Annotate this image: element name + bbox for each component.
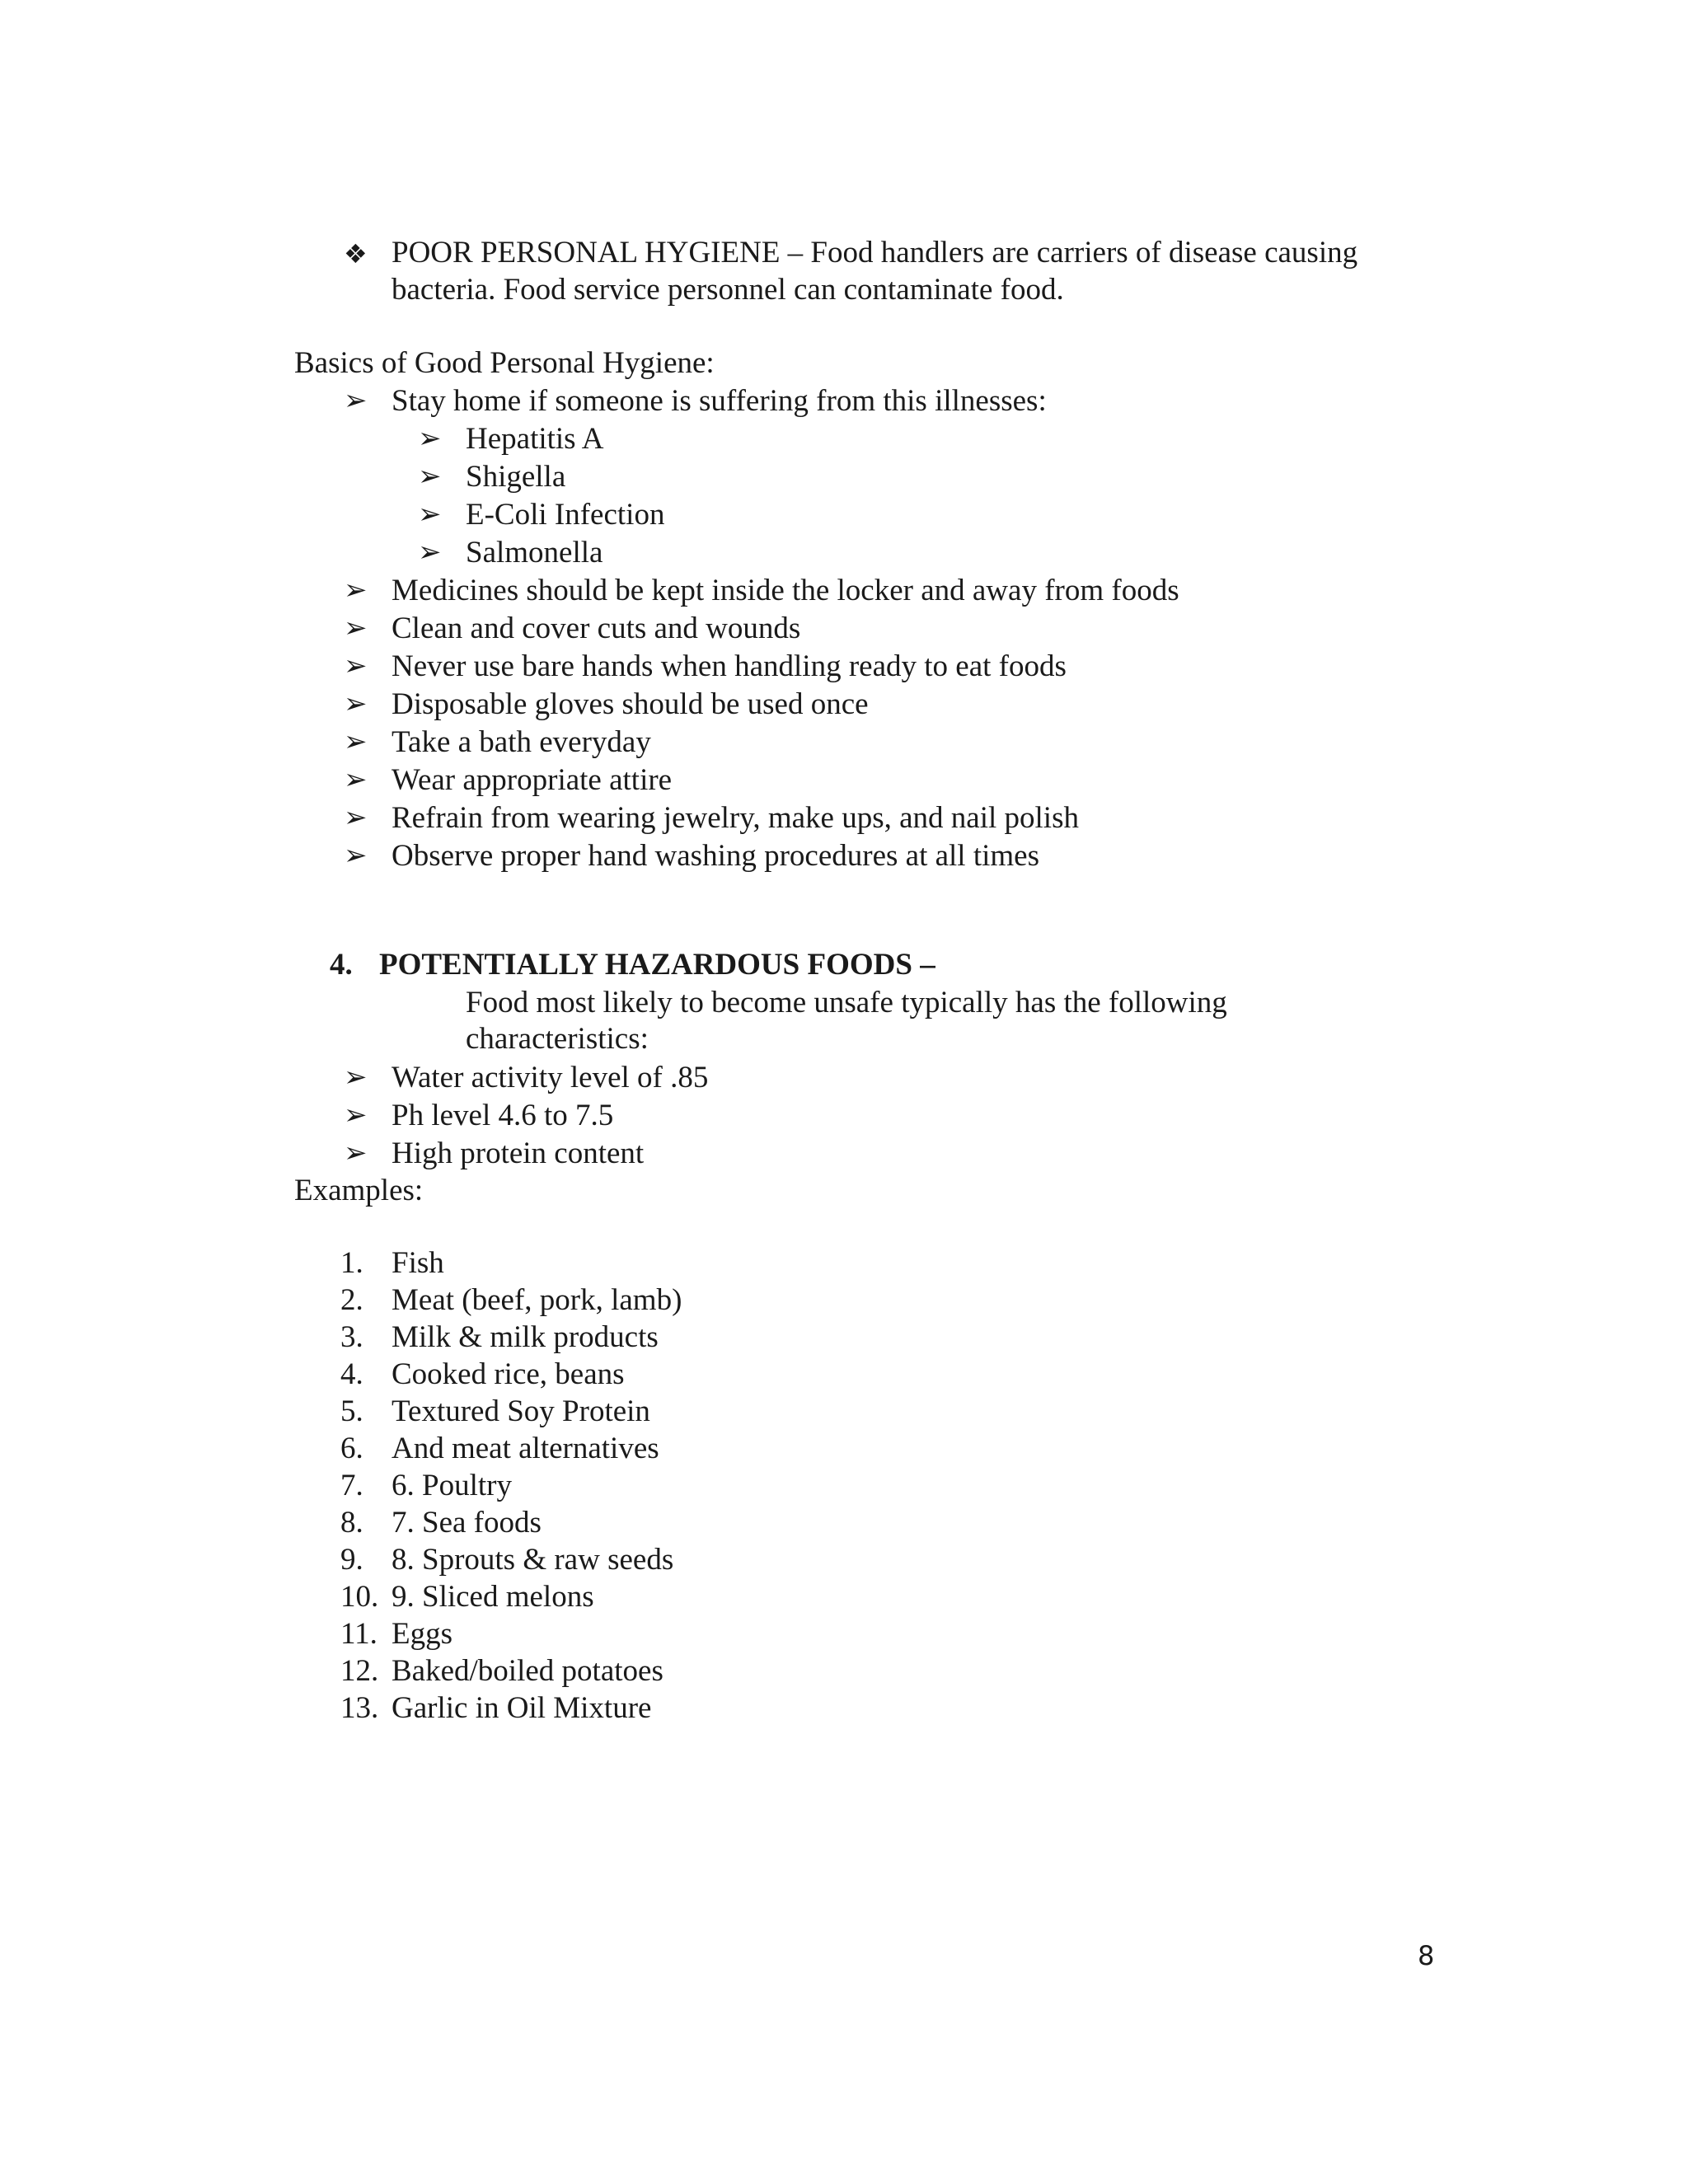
example-number: 9. (340, 1543, 363, 1577)
hygiene-item: Disposable gloves should be used once (392, 687, 869, 721)
hazardous-intro-line2: characteristics: (466, 1022, 649, 1056)
arrowhead-bullet-icon: ➢ (344, 612, 368, 644)
hygiene-heading-line2: bacteria. Food service personnel can contaminate food. (392, 273, 1064, 307)
page-number: 8 (1418, 1940, 1435, 1971)
example-item: Eggs (392, 1617, 452, 1651)
example-item: Meat (beef, pork, lamb) (392, 1283, 682, 1317)
arrowhead-bullet-icon: ➢ (344, 384, 368, 417)
example-number: 11. (340, 1617, 377, 1651)
hygiene-item: Refrain from wearing jewelry, make ups, and nail polish (392, 801, 1079, 835)
four-diamond-bullet-icon: ❖ (344, 238, 368, 269)
hygiene-item: Take a bath everyday (392, 725, 651, 759)
example-item: 6. Poultry (392, 1469, 512, 1502)
example-number: 3. (340, 1320, 363, 1354)
example-number: 1. (340, 1246, 363, 1280)
hygiene-item: Medicines should be kept inside the locker and away from foods (392, 574, 1179, 607)
arrowhead-bullet-icon: ➢ (418, 422, 442, 455)
example-item: Baked/boiled potatoes (392, 1654, 663, 1688)
hazardous-intro-line1: Food most likely to become unsafe typically has the following (466, 986, 1227, 1019)
characteristic-item: High protein content (392, 1137, 645, 1170)
arrowhead-bullet-icon: ➢ (344, 574, 368, 607)
example-item: Milk & milk products (392, 1320, 659, 1354)
example-item: Textured Soy Protein (392, 1394, 650, 1428)
examples-label: Examples: (294, 1174, 424, 1207)
example-item: Fish (392, 1246, 444, 1280)
arrowhead-bullet-icon: ➢ (418, 460, 442, 493)
basics-title: Basics of Good Personal Hygiene: (294, 346, 715, 380)
hygiene-item: Clean and cover cuts and wounds (392, 612, 801, 645)
arrowhead-bullet-icon: ➢ (344, 839, 368, 872)
example-item: 8. Sprouts & raw seeds (392, 1543, 674, 1577)
example-number: 2. (340, 1283, 363, 1317)
illness-item: Salmonella (466, 536, 603, 569)
hygiene-item: Observe proper hand washing procedures at all times (392, 839, 1039, 873)
example-item: Garlic in Oil Mixture (392, 1691, 652, 1725)
example-item: And meat alternatives (392, 1432, 659, 1465)
section-heading: POTENTIALLY HAZARDOUS FOODS – (379, 948, 935, 982)
arrowhead-bullet-icon: ➢ (344, 725, 368, 758)
characteristic-item: Water activity level of .85 (392, 1061, 709, 1094)
example-number: 10. (340, 1580, 379, 1614)
illness-item: Hepatitis A (466, 422, 604, 456)
arrowhead-bullet-icon: ➢ (344, 687, 368, 720)
hygiene-item: Wear appropriate attire (392, 763, 673, 797)
example-number: 12. (340, 1654, 379, 1688)
example-number: 7. (340, 1469, 363, 1502)
section-number: 4. (330, 948, 353, 982)
arrowhead-bullet-icon: ➢ (344, 763, 368, 796)
arrowhead-bullet-icon: ➢ (344, 801, 368, 834)
example-number: 6. (340, 1432, 363, 1465)
example-item: 9. Sliced melons (392, 1580, 594, 1614)
characteristic-item: Ph level 4.6 to 7.5 (392, 1099, 614, 1132)
arrowhead-bullet-icon: ➢ (418, 498, 442, 531)
example-number: 4. (340, 1357, 363, 1391)
arrowhead-bullet-icon: ➢ (344, 1061, 368, 1094)
example-item: 7. Sea foods (392, 1506, 542, 1540)
arrowhead-bullet-icon: ➢ (418, 536, 442, 569)
hygiene-item: Never use bare hands when handling ready to eat foods (392, 649, 1067, 683)
arrowhead-bullet-icon: ➢ (344, 649, 368, 682)
example-number: 5. (340, 1394, 363, 1428)
arrowhead-bullet-icon: ➢ (344, 1137, 368, 1169)
example-number: 8. (340, 1506, 363, 1540)
illness-item: E-Coli Infection (466, 498, 665, 532)
illness-item: Shigella (466, 460, 566, 494)
hygiene-heading-line1: POOR PERSONAL HYGIENE – Food handlers are carriers of disease causing (392, 236, 1358, 269)
example-item: Cooked rice, beans (392, 1357, 625, 1391)
stay-home-item: Stay home if someone is suffering from this illnesses: (392, 384, 1047, 418)
example-number: 13. (340, 1691, 379, 1725)
arrowhead-bullet-icon: ➢ (344, 1099, 368, 1132)
